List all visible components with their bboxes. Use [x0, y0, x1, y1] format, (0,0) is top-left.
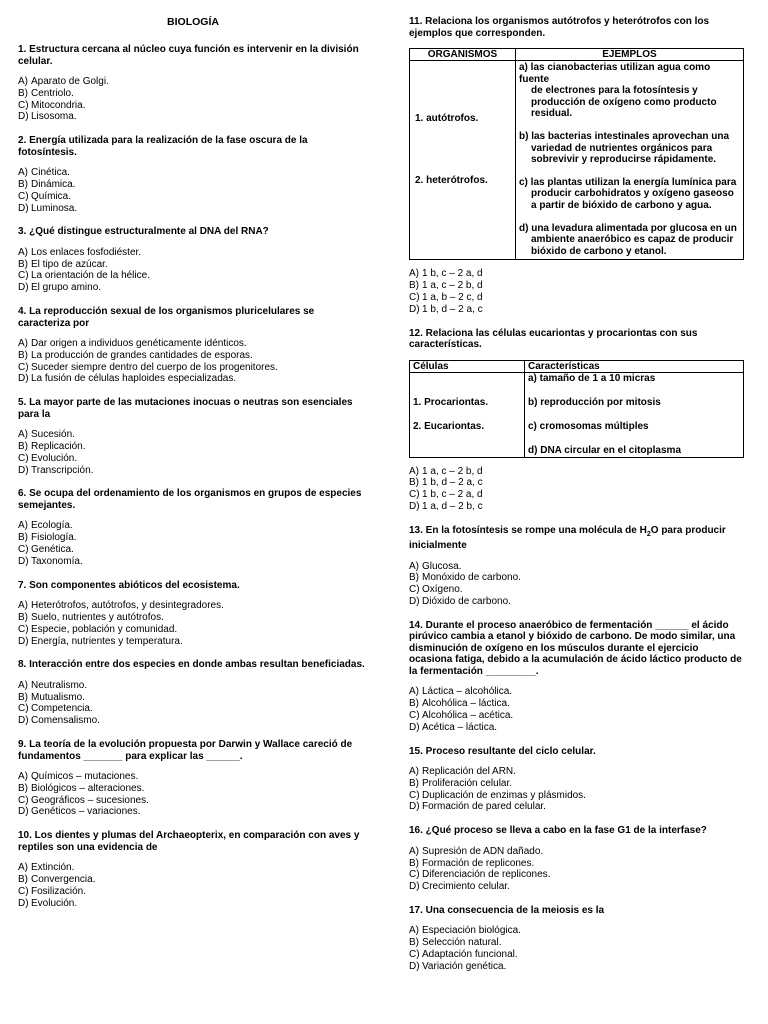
- option-text: Evolución.: [31, 452, 78, 464]
- option-text: Dióxido de carbono.: [422, 596, 511, 608]
- option-letter: B): [18, 441, 28, 453]
- option-text: Ecología.: [31, 520, 73, 532]
- option-text: 1 b, c – 2 a, d: [422, 268, 483, 280]
- option-letter: A): [18, 862, 28, 874]
- option-text: Proliferación celular.: [422, 777, 513, 789]
- option-letter: C): [18, 794, 29, 806]
- option-letter: A): [409, 766, 419, 778]
- question-item: [18, 306, 368, 385]
- question-text: 12. Relaciona las células eucariontas y procariontas con sus características.: [409, 327, 698, 350]
- option-text: La fusión de células haploides especializadas.: [31, 373, 237, 385]
- answer-options: [18, 862, 368, 909]
- option-text: Taxonomía.: [31, 555, 83, 567]
- option-letter: D): [409, 721, 420, 733]
- option-letter: D): [409, 596, 420, 608]
- option-letter: B): [18, 349, 28, 361]
- answer-option: [18, 680, 368, 692]
- answer-option: [409, 466, 744, 478]
- question-text: 14. Durante el proceso anaeróbico de fermentación ______ el ácido pirúvico cambia a etanol y bióxido de carbono. De modo similar, una disminución de oxígeno en los músculos durante el ejercicio ocasiona fatiga, debido a la acumulación de ácido láctico producto de la fermentación _________.: [409, 619, 742, 677]
- answer-option: [18, 350, 368, 362]
- question-11: [409, 16, 744, 316]
- answer-option: [18, 898, 368, 910]
- left-question-list: [18, 44, 368, 909]
- answer-option: [18, 362, 368, 374]
- option-letter: B): [18, 258, 28, 270]
- option-letter: D): [409, 303, 420, 315]
- question-item: [18, 659, 368, 727]
- left-column: [18, 16, 368, 921]
- option-text: Biológicos – alteraciones.: [31, 782, 145, 794]
- question-text: 16. ¿Qué proceso se lleva a cabo en la fase G1 de la interfase?: [409, 825, 707, 837]
- option-text: Suelo, nutrientes y autótrofos.: [31, 611, 164, 623]
- option-letter: A): [18, 246, 28, 258]
- option-letter: A): [409, 268, 419, 280]
- answer-option: [18, 795, 368, 807]
- question-text: 11. Relaciona los organismos autótrofos y heterótrofos con los ejemplos que corresponden.: [409, 16, 710, 39]
- option-text: Transcripción.: [31, 464, 94, 476]
- option-letter: A): [409, 686, 419, 698]
- answer-options: [18, 247, 368, 294]
- option-letter: B): [18, 873, 28, 885]
- answer-options: [409, 268, 744, 315]
- question-12: [409, 328, 744, 513]
- answer-option: [18, 88, 368, 100]
- answer-options: [18, 429, 368, 476]
- option-text: El tipo de azúcar.: [31, 258, 108, 270]
- answer-options: [18, 338, 368, 385]
- answer-option: [409, 722, 744, 734]
- question-item: [409, 620, 744, 734]
- option-text: Replicación.: [31, 441, 86, 453]
- answer-option: [409, 268, 744, 280]
- question-text: 7. Son componentes abióticos del ecosistema.: [18, 579, 240, 591]
- organisms-table: [409, 48, 744, 260]
- option-text: Adaptación funcional.: [422, 949, 518, 961]
- answer-options: [18, 771, 368, 818]
- question-text: 6. Se ocupa del ordenamiento de los organismos en grupos de especies semejantes.: [18, 488, 362, 511]
- answer-options: [18, 167, 368, 214]
- answer-option: [18, 259, 368, 271]
- examples-cell: [516, 61, 744, 260]
- option-text: 1 a, d – 2 b, c: [422, 500, 483, 512]
- question-item: [18, 44, 368, 123]
- option-text: Genéticos – variaciones.: [31, 806, 141, 818]
- option-text: Acética – láctica.: [422, 721, 498, 733]
- answer-option: [409, 280, 744, 292]
- answer-options: [409, 466, 744, 513]
- cell-types: [410, 372, 525, 457]
- option-letter: C): [18, 544, 29, 556]
- option-letter: A): [409, 560, 419, 572]
- option-letter: B): [409, 857, 419, 869]
- option-text: 1 b, d – 2 a, c: [422, 303, 483, 315]
- question-text: 3. ¿Qué distingue estructuralmente al DNA del RNA?: [18, 226, 269, 238]
- option-text: 1 a, c – 2 b, d: [422, 280, 483, 292]
- answer-option: [18, 247, 368, 259]
- option-text: Diferenciación de replicones.: [422, 869, 551, 881]
- option-letter: D): [18, 111, 29, 123]
- answer-option: [409, 489, 744, 501]
- question-text: 2. Energía utilizada para la realización de la fase oscura de la fotosíntesis.: [18, 135, 308, 158]
- option-letter: A): [18, 429, 28, 441]
- answer-option: [18, 715, 368, 727]
- option-letter: C): [18, 885, 29, 897]
- option-letter: B): [409, 477, 419, 489]
- option-letter: B): [409, 572, 419, 584]
- answer-option: [409, 846, 744, 858]
- answer-option: [18, 282, 368, 294]
- characteristic-b: b) reproducción por mitosis: [528, 396, 661, 408]
- option-text: Competencia.: [31, 703, 93, 715]
- answer-option: [409, 710, 744, 722]
- answer-option: [18, 612, 368, 624]
- answer-option: [18, 111, 368, 123]
- option-letter: D): [18, 635, 29, 647]
- option-letter: B): [409, 698, 419, 710]
- option-letter: D): [18, 806, 29, 818]
- question-item: [18, 830, 368, 909]
- option-letter: C): [409, 489, 420, 501]
- question-text: 13. En la fotosíntesis se rompe una molécula de $H_2O$ para producir inicialmente: [409, 524, 726, 552]
- option-letter: A): [409, 925, 419, 937]
- answer-option: [409, 949, 744, 961]
- answer-option: [18, 100, 368, 112]
- option-text: Alcohólica – láctica.: [422, 698, 510, 710]
- example-d: d) una levadura alimentada por glucosa en un ambiente anaeróbico es capaz de producir bióxido de carbono y etanol.: [519, 222, 737, 257]
- option-letter: B): [18, 532, 28, 544]
- answer-option: [18, 270, 368, 282]
- option-letter: D): [18, 373, 29, 385]
- option-letter: B): [18, 611, 28, 623]
- option-text: Duplicación de enzimas y plásmidos.: [422, 789, 586, 801]
- option-letter: D): [18, 715, 29, 727]
- option-text: Mutualismo.: [31, 691, 85, 703]
- option-text: Replicación del ARN.: [422, 766, 516, 778]
- answer-option: [18, 453, 368, 465]
- option-text: Heterótrofos, autótrofos, y desintegradores.: [31, 600, 224, 612]
- option-text: Convergencia.: [31, 873, 96, 885]
- page-title: BIOLOGÍA: [167, 16, 219, 28]
- answer-option: [409, 881, 744, 893]
- answer-option: [18, 441, 368, 453]
- option-text: 1 b, c – 2 a, d: [422, 489, 483, 501]
- option-letter: A): [18, 338, 28, 350]
- option-text: Especie, población y comunidad.: [31, 623, 178, 635]
- organism-heterotrofos: 2. heterótrofos.: [415, 175, 488, 186]
- answer-option: [18, 429, 368, 441]
- option-letter: B): [409, 777, 419, 789]
- option-letter: A): [18, 771, 28, 782]
- option-letter: C): [409, 291, 420, 303]
- right-column: [409, 16, 744, 985]
- answer-option: [409, 698, 744, 710]
- option-text: Especiación biológica.: [422, 925, 521, 937]
- answer-options: [18, 76, 368, 123]
- answer-option: [409, 937, 744, 949]
- answer-option: [409, 477, 744, 489]
- answer-option: [18, 338, 368, 350]
- option-text: Oxígeno.: [422, 584, 463, 596]
- answer-option: [18, 203, 368, 215]
- option-letter: A): [18, 167, 28, 179]
- question-item: [18, 135, 368, 214]
- answer-option: [409, 501, 744, 513]
- option-letter: C): [409, 584, 420, 596]
- answer-option: [18, 703, 368, 715]
- option-text: 1 a, b – 2 c, d: [422, 291, 483, 303]
- option-text: Evolución.: [31, 897, 78, 909]
- answer-option: [409, 572, 744, 584]
- option-text: Neutralismo.: [31, 679, 88, 691]
- cell-type-eucariontas: 2. Eucariontas.: [413, 420, 485, 432]
- question-item: [409, 905, 744, 973]
- answer-option: [409, 686, 744, 698]
- answer-option: [18, 636, 368, 648]
- option-text: Dar origen a individuos genéticamente idénticos.: [31, 338, 247, 350]
- option-text: Sucesión.: [31, 429, 75, 441]
- option-text: Monóxido de carbono.: [422, 572, 521, 584]
- option-letter: C): [18, 270, 29, 282]
- cell-type-procariontas: 1. Procariontas.: [413, 396, 489, 408]
- answer-option: [18, 373, 368, 385]
- option-letter: C): [18, 190, 29, 202]
- option-text: Química.: [31, 190, 72, 202]
- option-letter: C): [18, 452, 29, 464]
- option-text: Genética.: [31, 544, 74, 556]
- question-item: [18, 739, 368, 818]
- answer-option: [18, 167, 368, 179]
- answer-option: [18, 532, 368, 544]
- answer-options: [18, 520, 368, 567]
- answer-option: [18, 783, 368, 795]
- option-text: Supresión de ADN dañado.: [422, 845, 544, 857]
- answer-options: [409, 846, 744, 893]
- option-letter: C): [18, 623, 29, 635]
- option-text: La producción de grandes cantidades de esporas.: [31, 349, 253, 361]
- answer-option: [409, 304, 744, 316]
- option-text: 1 b, d – 2 a, c: [422, 477, 483, 489]
- answer-options: [409, 925, 744, 972]
- answer-option: [18, 76, 368, 88]
- option-letter: A): [409, 845, 419, 857]
- option-text: La orientación de la hélice.: [31, 270, 150, 282]
- answer-option: [409, 801, 744, 813]
- cells-table: [409, 360, 744, 458]
- question-text: 4. La reproducción sexual de los organismos pluricelulares se caracteriza por: [18, 306, 315, 329]
- option-letter: B): [18, 178, 28, 190]
- option-text: Luminosa.: [31, 202, 78, 214]
- option-text: Selección natural.: [422, 937, 502, 949]
- option-text: Comensalismo.: [31, 715, 100, 727]
- option-text: Geográficos – sucesiones.: [31, 794, 149, 806]
- option-letter: D): [409, 801, 420, 813]
- answer-option: [18, 886, 368, 898]
- answer-option: [409, 961, 744, 973]
- question-text: 17. Una consecuencia de la meiosis es la: [409, 904, 605, 916]
- option-text: Los enlaces fosfodiéster.: [31, 246, 142, 258]
- answer-option: [409, 766, 744, 778]
- option-letter: D): [409, 881, 420, 893]
- answer-option: [18, 624, 368, 636]
- option-letter: B): [409, 280, 419, 292]
- option-text: Centriolo.: [31, 87, 74, 99]
- header-caracteristicas: Características: [525, 360, 744, 372]
- characteristics: [525, 372, 744, 457]
- answer-option: [18, 862, 368, 874]
- option-letter: C): [409, 869, 420, 881]
- header-celulas: Células: [410, 360, 525, 372]
- right-question-list: [409, 620, 744, 973]
- option-text: Formación de pared celular.: [422, 801, 546, 813]
- answer-options: [409, 686, 744, 733]
- question-text: 8. Interacción entre dos especies en donde ambas resultan beneficiadas.: [18, 659, 365, 671]
- option-text: Fisiología.: [31, 532, 77, 544]
- option-letter: B): [409, 937, 419, 949]
- answer-options: [18, 680, 368, 727]
- option-text: 1 a, c – 2 b, d: [422, 465, 483, 477]
- option-letter: C): [18, 361, 29, 373]
- example-a: a) las cianobacterias utilizan agua como fuente de electrones para la fotosíntesis y producción de oxígeno como producto residual.: [519, 62, 717, 120]
- option-text: Químicos – mutaciones.: [31, 771, 139, 782]
- answer-option: [18, 179, 368, 191]
- option-text: Crecimiento celular.: [422, 881, 510, 893]
- option-letter: D): [409, 960, 420, 972]
- question-text: 5. La mayor parte de las mutaciones inocuas o neutras son esenciales para la: [18, 397, 353, 420]
- option-letter: D): [18, 897, 29, 909]
- option-letter: C): [409, 709, 420, 721]
- answer-options: [18, 600, 368, 647]
- answer-options: [409, 766, 744, 813]
- option-letter: D): [18, 464, 29, 476]
- option-text: El grupo amino.: [31, 282, 102, 294]
- organism-autotrofos: 1. autótrofos.: [415, 113, 479, 124]
- option-text: Variación genética.: [422, 960, 507, 972]
- question-item: [18, 488, 368, 567]
- question-item: [409, 825, 744, 893]
- option-letter: D): [18, 202, 29, 214]
- answer-option: [18, 874, 368, 886]
- option-letter: A): [409, 465, 419, 477]
- option-letter: A): [18, 76, 28, 87]
- option-letter: D): [18, 555, 29, 567]
- option-text: Lisosoma.: [31, 111, 77, 123]
- answer-option: [18, 544, 368, 556]
- option-text: Suceder siempre dentro del cuerpo de los progenitores.: [31, 361, 278, 373]
- answer-option: [18, 191, 368, 203]
- organisms-cell: [410, 61, 516, 260]
- option-letter: B): [18, 87, 28, 99]
- option-text: Mitocondria.: [31, 99, 86, 111]
- option-letter: A): [18, 520, 28, 532]
- answer-option: [18, 556, 368, 568]
- question-item: [18, 580, 368, 648]
- option-text: Cinética.: [31, 167, 70, 179]
- characteristic-a: a) tamaño de 1 a 10 micras: [528, 372, 656, 384]
- answer-option: [18, 600, 368, 612]
- answer-option: [409, 869, 744, 881]
- option-letter: C): [18, 703, 29, 715]
- answer-option: [409, 858, 744, 870]
- answer-option: [18, 771, 368, 783]
- question-text: 9. La teoría de la evolución propuesta por Darwin y Wallace careció de fundamentos _______ para explicar las ______.: [18, 739, 353, 762]
- option-text: Energía, nutrientes y temperatura.: [31, 635, 183, 647]
- characteristic-c: c) cromosomas múltiples: [528, 420, 649, 432]
- header-ejemplos: EJEMPLOS: [516, 49, 744, 61]
- answer-options: [409, 561, 744, 608]
- answer-option: [409, 790, 744, 802]
- question-text: 10. Los dientes y plumas del Archaeopterix, en comparación con aves y reptiles son una evidencia de: [18, 830, 360, 853]
- option-letter: C): [409, 789, 420, 801]
- answer-option: [409, 778, 744, 790]
- option-letter: B): [18, 691, 28, 703]
- option-text: Extinción.: [31, 862, 75, 874]
- option-letter: D): [18, 282, 29, 294]
- option-letter: A): [18, 600, 28, 612]
- option-text: Láctica – alcohólica.: [422, 686, 513, 698]
- option-letter: A): [18, 679, 28, 691]
- question-13: [409, 525, 744, 608]
- example-c: c) las plantas utilizan la energía lumínica para producir carbohidratos y oxígeno gaseoso a partir de bióxido de carbono y agua.: [519, 176, 737, 211]
- option-text: Dinámica.: [31, 178, 76, 190]
- option-text: Fosilización.: [31, 885, 87, 897]
- header-organismos: ORGANISMOS: [410, 49, 516, 61]
- option-text: Glucosa.: [422, 560, 462, 572]
- question-text: 15. Proceso resultante del ciclo celular.: [409, 745, 596, 757]
- characteristic-d: d) DNA circular en el citoplasma: [528, 444, 682, 456]
- option-text: Aparato de Golgi.: [31, 76, 109, 87]
- answer-option: [409, 596, 744, 608]
- question-item: [18, 226, 368, 294]
- option-text: Alcohólica – acética.: [422, 709, 514, 721]
- option-letter: C): [18, 99, 29, 111]
- answer-option: [409, 925, 744, 937]
- question-text: 1. Estructura cercana al núcleo cuya función es intervenir en la división celular.: [18, 44, 359, 67]
- option-letter: D): [409, 500, 420, 512]
- answer-option: [18, 465, 368, 477]
- option-text: Formación de replicones.: [422, 857, 535, 869]
- answer-option: [409, 561, 744, 573]
- answer-option: [18, 692, 368, 704]
- question-item: [409, 746, 744, 814]
- example-b: b) las bacterias intestinales aprovechan una variedad de nutrientes orgánicos para sobrevivir y reproducirse rápidamente.: [519, 130, 730, 166]
- option-letter: B): [18, 782, 28, 794]
- answer-option: [409, 584, 744, 596]
- answer-option: [18, 520, 368, 532]
- answer-option: [409, 292, 744, 304]
- option-letter: C): [409, 949, 420, 961]
- answer-option: [18, 806, 368, 818]
- question-item: [18, 397, 368, 476]
